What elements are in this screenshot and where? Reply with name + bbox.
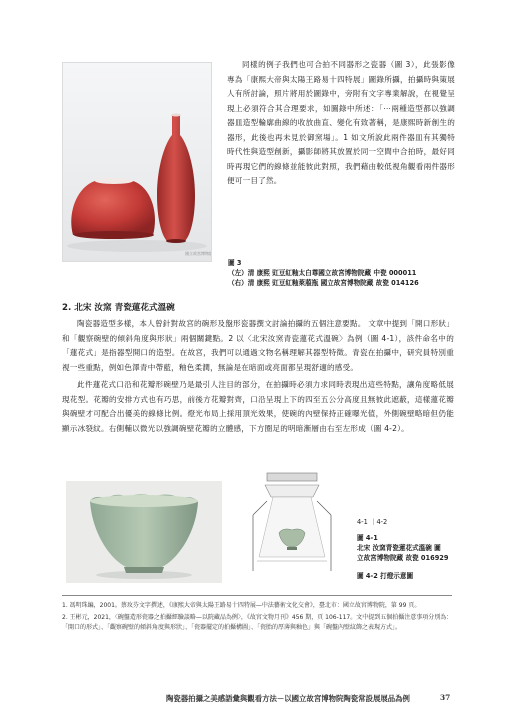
photo-celadon-bowl [66,481,222,583]
section-heading: 2. 北宋 汝窯 青瓷蓮花式溫碗 [62,303,175,313]
figure-4-label: 圖 4-1 [357,534,378,542]
figure-4-line-2: 立故宮博物院藏 故瓷 016929 [357,554,449,562]
paragraph-2: 陶瓷器造型多樣，本人曾針對故宮的碗形及盤形瓷器撰文討論拍攝的五個注意要點。 文章中提到「開口形狀」和「觀察碗壁的傾斜角度與形狀」兩個關鍵點。2 以〈北宋汝窯青瓷蓮花式溫碗〉為例（圖 4-1），該件命名中的「蓮花式」是指器型開口的造型。在故宮，我們可以通過文物名稱理解其器型特徵。青瓷在拍攝中，研究員特別重視一些重點，例如色澤青中帶藍，釉色柔潤，無論是在暗面或亮面都呈現舒適的感受。 [62,319,454,372]
figure-4-line-1: 北宋 汝窯青瓷蓮花式溫碗 圖 [357,544,441,552]
lighting-diagram [249,471,335,581]
footnote-divider [62,595,452,596]
photo-watermark: 國立故宮博物院 [185,251,211,256]
lighting-diagram-illustration [249,471,335,581]
figure-3-label: 圖 3 [228,259,242,267]
red-vessels-illustration [63,63,211,261]
figure-4-ref: 4-1 ｜4-2 [357,518,388,526]
page-number: 37 [440,693,451,702]
figure-4-2-label: 圖 4-2 打燈示意圖 [357,572,414,580]
celadon-bowl-illustration [66,481,222,583]
paragraph-top: 同樣的例子我們也可合拍不同器形之瓷器（圖 3），此張影像專為「康熙大帝與太陽王路易十四特展」圖錄所攝，拍攝時與策展人有所討論，照片將用於圖錄中，旁附有文字專業解說，在視覺呈現上必須符合其合理要求，如圖錄中所述：「⋯兩種造型都以強調器皿造型輪廓曲線的收放曲直、變化有致著稱，是康熙時新創生的器形，此後也再未見於御窯場」。1 如文所說此兩件器皿有其獨特時代性與造型創新，攝影師將其放置於同一空間中合拍時，最好同時再現它們的線條並能彼此對照，我們藉由較低視角觀看兩件器形便可一目了然。 [227,60,455,185]
running-footer: 陶瓷器拍攝之美感語彙與觀看方法－以國立故宮博物院陶瓷常設展展品為例 [166,694,410,703]
figure-3-line-1: （左）清 康熙 豇豆紅釉太白尊國立故宮博物院藏 中瓷 000011 [228,269,417,277]
figure-3-caption [228,258,468,288]
photo-red-vessels [62,62,212,262]
footnote-1: 1. 馮明珠編，2001。蔡玫芬文字撰述，《康熙大帝與太陽王路易十四特展—中法藝術文化交會》，臺北市：國立故宮博物院，第 99 頁。 [62,602,421,609]
figure-3-line-2: （右）清 康熙 豇豆紅釉萊菔瓶 國立故宮博物院藏 故瓷 014126 [228,279,419,287]
paragraph-3: 此件蓮花式口沿和花瓣形碗壁乃是最引人注目的部分，在拍攝時必須力求同時表現出這些特點，讓角度略低展現花型。花瓣的安排方式也有巧思，前後方花瓣對齊，口沿呈現上下的四至五公分高度且無彼此遮蔽，這樣蓮花瓣與碗壁才可配合出優美的線條比例。燈光布局上採用頂光效果，使碗的內壁保持正確曝光值，外側碗壁略暗但仍能顯示冰裂紋。右側輔以微光以強調碗壁花瓣的立體感，下方圈足的明暗漸層由右至左形成（圖 4-2）。 [62,380,454,433]
figure-4-caption [357,517,467,581]
footnote-2: 2. 王彬元，2021，〈碗盤造形瓷器之拍攝經驗談略—以院藏品為例〉，《故宮文物月刊》456 期，頁 106-117。文中提到五個拍攝注意事項分別為：「開口的形式」、「觀察碗壁的傾斜角度與形狀」、「瓷器擺定的拍攝構圖」、「瓷胎的厚薄與釉色」與「碗盤內壁紋飾之表現方式」。 [62,614,453,631]
